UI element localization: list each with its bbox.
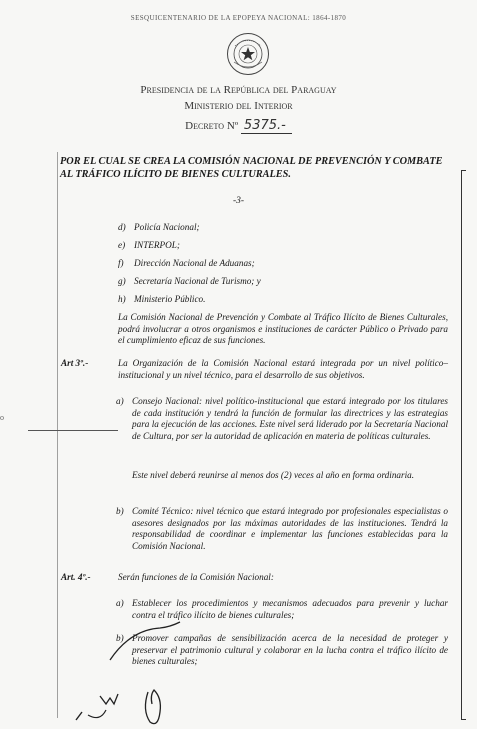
- presidency-heading: Presidencia de la República del Paraguay: [140, 84, 337, 96]
- decree-label: Decreto Nº: [185, 120, 239, 132]
- handwritten-signature-icon: [70, 600, 210, 729]
- list-item: Secretaría Nacional de Turismo; y: [134, 276, 261, 286]
- list-item: Dirección Nacional de Aduanas;: [134, 258, 255, 268]
- right-margin-bracket: [461, 170, 466, 720]
- article-4-text: Serán funciones de la Comisión Nacional:: [118, 572, 274, 582]
- paragraph-other-organisms: La Comisión Nacional de Prevención y Combate al Tráfico Ilícito de Bienes Culturales, podrá involucrar a otros organismos e instituciones de carácter Público o Privado para el cumplimiento eficaz de sus funciones.: [118, 312, 448, 346]
- article-4-b-letter: b): [116, 633, 124, 643]
- list-letter: h): [118, 294, 126, 304]
- article-3-label: Art 3º.-: [61, 358, 89, 368]
- article-3-a-frequency: Este nivel deberá reunirse al menos dos (2) veces al año en forma ordinaria.: [132, 470, 415, 480]
- article-3-b-text: Comité Técnico: nivel técnico que estará integrado por profesionales especialistas o asesores designados por las máximas autoridades de las instituciones. Tendrá la responsabilidad de coordinar e implementar las funciones establecidas para la Comisión Nacional.: [132, 506, 448, 551]
- article-3-a-letter: a): [116, 396, 124, 406]
- margin-stroke: [28, 430, 118, 431]
- article-4-a-text: Establecer los procedimientos y mecanismos adecuados para prevenir y luchar contra el tráfico ilícito de bienes culturales;: [132, 598, 448, 620]
- decree-number: 5375.-: [241, 118, 292, 134]
- article-3-a-text: Consejo Nacional: nivel político-institucional que estará integrado por los titulares de cada institución y tendrá la función de formular las directrices y las estrategias para la ejecución de las acciones. Este nivel será liderado por la Secretaría Nacional de Cultura, por ser la autoridad de aplicación en materia de políticas culturales.: [132, 396, 448, 441]
- article-3-b-letter: b): [116, 506, 124, 516]
- article-3-text: La Organización de la Comisión Nacional estará integrada por un nivel político–institucional y un nivel técnico, para el desarrollo de sus objetivos.: [118, 358, 448, 380]
- commemorative-header: SESQUICENTENARIO DE LA EPOPEYA NACIONAL: 1864-1870: [130, 14, 347, 22]
- decree-title: POR EL CUAL SE CREA LA COMISIÓN NACIONAL DE PREVENCIÓN Y COMBATE AL TRÁFICO ILÍCITO DE BIENES CULTURALES.: [60, 156, 443, 180]
- list-letter: d): [118, 222, 126, 232]
- margin-mark: o: [0, 413, 4, 422]
- list-letter: f): [118, 258, 124, 268]
- list-letter: g): [118, 276, 126, 286]
- left-margin-line: [57, 152, 58, 718]
- page-number: -3-: [232, 196, 245, 206]
- list-item: INTERPOL;: [134, 240, 180, 250]
- article-4-label: Art. 4º.-: [61, 572, 91, 582]
- national-seal-icon: [226, 32, 270, 76]
- article-4-b-text: Promover campañas de sensibilización acerca de la necesidad de proteger y preservar el patrimonio cultural y colaborar en la lucha contra el tráfico ilícito de bienes culturales;: [132, 633, 448, 667]
- list-letter: e): [118, 240, 126, 250]
- list-item: Policía Nacional;: [134, 222, 200, 232]
- ministry-heading: Ministerio del Interior: [184, 100, 293, 112]
- list-item: Ministerio Público.: [134, 294, 206, 304]
- article-4-a-letter: a): [116, 598, 124, 608]
- decree-line: [0, 118, 477, 133]
